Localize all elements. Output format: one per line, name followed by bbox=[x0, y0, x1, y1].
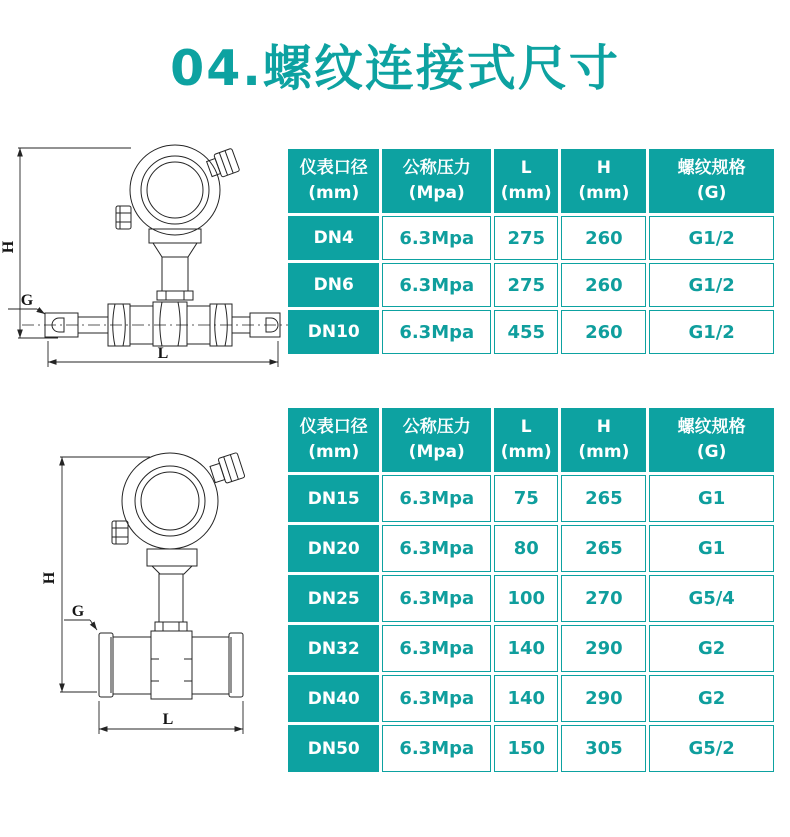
value-cell: 150 bbox=[494, 725, 558, 772]
row-header: DN40 bbox=[288, 675, 379, 722]
column-header-line2: (G) bbox=[696, 442, 727, 462]
value-cell: 290 bbox=[561, 675, 646, 722]
table-row bbox=[288, 475, 774, 522]
dimension-L bbox=[48, 341, 278, 367]
table-row bbox=[288, 725, 774, 772]
value-cell: 6.3Mpa bbox=[382, 525, 491, 572]
value-cell: 290 bbox=[561, 625, 646, 672]
column-header-line1: 公称压力 bbox=[402, 158, 471, 179]
dimensions-table-dn15-dn50 bbox=[285, 405, 777, 775]
header-row bbox=[288, 149, 774, 213]
transmitter-head bbox=[112, 452, 245, 631]
value-cell: 140 bbox=[494, 675, 558, 722]
length-dimension-label: L bbox=[162, 711, 174, 728]
large-bore-dimensions-section bbox=[285, 405, 777, 775]
pipe-body bbox=[22, 302, 292, 346]
column-header bbox=[649, 149, 774, 213]
transmitter-head bbox=[116, 145, 240, 300]
value-cell: 275 bbox=[494, 216, 558, 260]
column-header-line1: L bbox=[520, 158, 532, 179]
column-header-line2: (Mpa) bbox=[408, 183, 465, 203]
thread-dimension-label: G bbox=[20, 292, 34, 309]
pipe-body bbox=[99, 631, 243, 699]
row-header: DN4 bbox=[288, 216, 379, 260]
table-row bbox=[288, 675, 774, 722]
column-header-line2: (mm) bbox=[308, 442, 360, 462]
table-row bbox=[288, 216, 774, 260]
column-header-line1: H bbox=[596, 417, 611, 438]
column-header-line1: 螺纹规格 bbox=[677, 417, 746, 438]
row-header: DN25 bbox=[288, 575, 379, 622]
value-cell: G1/2 bbox=[649, 216, 774, 260]
column-header-line1: 公称压力 bbox=[402, 417, 471, 438]
column-header-line1: 螺纹规格 bbox=[677, 158, 746, 179]
value-cell: 6.3Mpa bbox=[382, 575, 491, 622]
column-header-line2: (mm) bbox=[578, 442, 630, 462]
value-cell: G1 bbox=[649, 475, 774, 522]
column-header-line2: (G) bbox=[696, 183, 727, 203]
column-header-line1: L bbox=[520, 417, 532, 438]
row-header: DN6 bbox=[288, 263, 379, 307]
value-cell: 6.3Mpa bbox=[382, 475, 491, 522]
thread-dimension-label: G bbox=[71, 603, 85, 620]
value-cell: 305 bbox=[561, 725, 646, 772]
value-cell: 6.3Mpa bbox=[382, 675, 491, 722]
column-header bbox=[382, 408, 491, 472]
height-dimension-label: H bbox=[0, 240, 17, 254]
header-row bbox=[288, 408, 774, 472]
column-header-line2: (mm) bbox=[500, 183, 552, 203]
value-cell: G2 bbox=[649, 675, 774, 722]
thread-callout bbox=[8, 292, 45, 314]
value-cell: G1/2 bbox=[649, 263, 774, 307]
value-cell: 100 bbox=[494, 575, 558, 622]
row-header: DN32 bbox=[288, 625, 379, 672]
value-cell: G1/2 bbox=[649, 310, 774, 354]
row-header: DN50 bbox=[288, 725, 379, 772]
value-cell: 260 bbox=[561, 216, 646, 260]
column-header bbox=[649, 408, 774, 472]
column-header bbox=[288, 408, 379, 472]
value-cell: 265 bbox=[561, 525, 646, 572]
diagram-large-bore-flowmeter bbox=[0, 400, 300, 750]
column-header bbox=[561, 149, 646, 213]
value-cell: 275 bbox=[494, 263, 558, 307]
diagram-horizontal-flowmeter bbox=[0, 130, 300, 390]
dimension-H bbox=[0, 148, 131, 338]
side-terminal bbox=[112, 521, 128, 544]
table-row bbox=[288, 263, 774, 307]
value-cell: G5/4 bbox=[649, 575, 774, 622]
dimension-H bbox=[41, 457, 150, 692]
value-cell: 75 bbox=[494, 475, 558, 522]
column-header-line2: (mm) bbox=[500, 442, 552, 462]
column-header-line1: 仪表口径 bbox=[299, 158, 368, 179]
value-cell: G2 bbox=[649, 625, 774, 672]
value-cell: 6.3Mpa bbox=[382, 310, 491, 354]
dimensions-table-dn4-dn10 bbox=[285, 146, 777, 357]
value-cell: 260 bbox=[561, 263, 646, 307]
value-cell: 80 bbox=[494, 525, 558, 572]
row-header: DN10 bbox=[288, 310, 379, 354]
value-cell: 260 bbox=[561, 310, 646, 354]
value-cell: 455 bbox=[494, 310, 558, 354]
row-header: DN15 bbox=[288, 475, 379, 522]
column-header bbox=[494, 408, 558, 472]
table-row bbox=[288, 525, 774, 572]
value-cell: 6.3Mpa bbox=[382, 625, 491, 672]
column-header-line2: (mm) bbox=[578, 183, 630, 203]
cable-gland bbox=[205, 148, 240, 180]
dimension-L bbox=[99, 701, 243, 734]
value-cell: 6.3Mpa bbox=[382, 216, 491, 260]
height-dimension-label: H bbox=[41, 571, 58, 585]
table-row bbox=[288, 625, 774, 672]
table-row bbox=[288, 310, 774, 354]
value-cell: 6.3Mpa bbox=[382, 263, 491, 307]
column-header bbox=[561, 408, 646, 472]
column-header-line2: (Mpa) bbox=[408, 442, 465, 462]
thread-callout bbox=[64, 603, 97, 630]
value-cell: 265 bbox=[561, 475, 646, 522]
length-dimension-label: L bbox=[157, 345, 169, 362]
column-header bbox=[288, 149, 379, 213]
column-header-line1: H bbox=[596, 158, 611, 179]
value-cell: G1 bbox=[649, 525, 774, 572]
column-header bbox=[382, 149, 491, 213]
value-cell: 270 bbox=[561, 575, 646, 622]
small-bore-dimensions-section bbox=[285, 146, 777, 357]
value-cell: G5/2 bbox=[649, 725, 774, 772]
column-header-line2: (mm) bbox=[308, 183, 360, 203]
value-cell: 6.3Mpa bbox=[382, 725, 491, 772]
side-terminal bbox=[116, 206, 131, 229]
page-title: 04.螺纹连接式尺寸 bbox=[170, 40, 620, 97]
value-cell: 140 bbox=[494, 625, 558, 672]
table-row bbox=[288, 575, 774, 622]
column-header-line1: 仪表口径 bbox=[299, 417, 368, 438]
column-header bbox=[494, 149, 558, 213]
row-header: DN20 bbox=[288, 525, 379, 572]
